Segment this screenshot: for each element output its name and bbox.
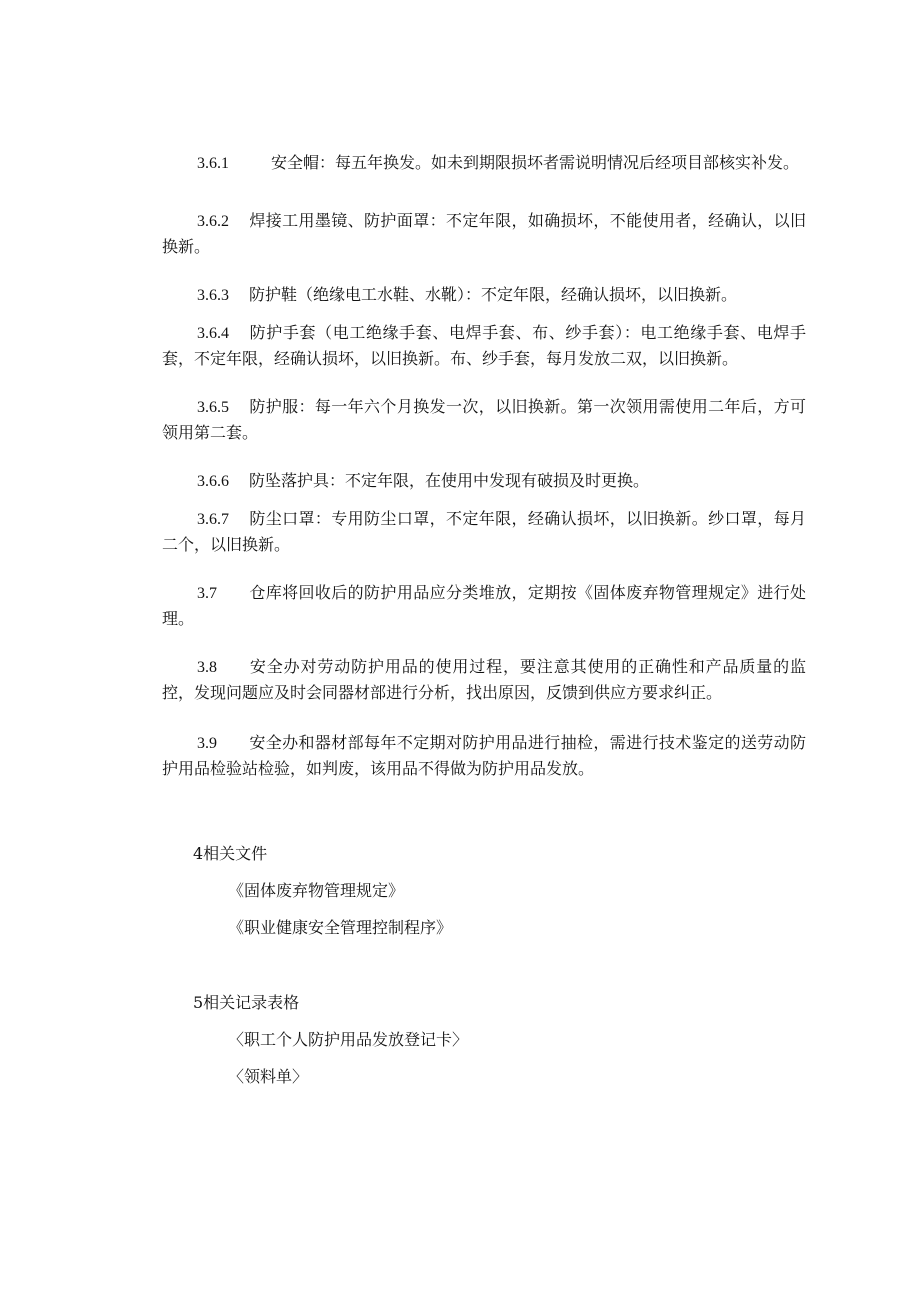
clause-3-6-2 bbox=[162, 208, 806, 259]
related-document-item: 《职业健康安全管理控制程序》 bbox=[228, 918, 453, 937]
clause-text: 防尘口罩：专用防尘口罩，不定年限，经确认损坏，以旧换新。纱口罩，每月二个，以旧换新。 bbox=[162, 509, 806, 554]
clause-number: 3.6.5 bbox=[197, 399, 229, 416]
clause-3-6-6 bbox=[162, 468, 806, 494]
clause-text: 防坠落护具：不定年限，在使用中发现有破损及时更换。 bbox=[249, 471, 650, 490]
clause-3-6-3 bbox=[162, 282, 806, 308]
clause-number: 3.9 bbox=[197, 735, 217, 752]
clause-3-6-5 bbox=[162, 394, 806, 445]
clause-number: 3.8 bbox=[197, 659, 217, 676]
clause-text: 防护手套（电工绝缘手套、电焊手套、布、纱手套）：电工绝缘手套、电焊手套，不定年限，经确认损坏，以旧换新。布、纱手套，每月发放二双，以旧换新。 bbox=[162, 323, 806, 368]
clause-text: 防护鞋（绝缘电工水鞋、水靴）：不定年限，经确认损坏，以旧换新。 bbox=[249, 285, 738, 304]
clause-number: 3.6.1 bbox=[197, 155, 229, 172]
clause-number: 3.7 bbox=[197, 585, 217, 602]
clause-number: 3.6.6 bbox=[197, 473, 229, 490]
section-4-heading: 4相关文件 bbox=[193, 844, 268, 863]
clause-text: 仓库将回收后的防护用品应分类堆放，定期按《固体废弃物管理规定》进行处理。 bbox=[162, 583, 806, 628]
clause-text: 焊接工用墨镜、防护面罩：不定年限，如确损坏，不能使用者，经确认，以旧换新。 bbox=[162, 211, 806, 256]
clause-3-7 bbox=[162, 580, 806, 631]
related-document-item: 《固体废弃物管理规定》 bbox=[228, 881, 405, 900]
clause-3-6-7 bbox=[162, 506, 806, 557]
clause-number: 3.6.4 bbox=[197, 325, 229, 342]
record-form-item: 〈职工个人防护用品发放登记卡〉 bbox=[228, 1030, 469, 1049]
clause-text: 安全帽：每五年换发。如未到期限损坏者需说明情况后经项目部核实补发。 bbox=[271, 153, 800, 172]
clause-text: 安全办对劳动防护用品的使用过程，要注意其使用的正确性和产品质量的监控，发现问题应及时会同器材部进行分析，找出原因，反馈到供应方要求纠正。 bbox=[162, 657, 806, 702]
clause-number: 3.6.3 bbox=[197, 287, 229, 304]
clause-3-9 bbox=[162, 730, 806, 781]
clause-text: 安全办和器材部每年不定期对防护用品进行抽检，需进行技术鉴定的送劳动防护用品检验站检验，如判废，该用品不得做为防护用品发放。 bbox=[162, 733, 806, 778]
clause-number: 3.6.2 bbox=[197, 213, 229, 230]
clause-text: 防护服：每一年六个月换发一次，以旧换新。第一次领用需使用二年后，方可领用第二套。 bbox=[162, 397, 806, 442]
clause-3-6-4 bbox=[162, 320, 806, 371]
section-5-heading: 5相关记录表格 bbox=[193, 993, 300, 1012]
clause-number: 3.6.7 bbox=[197, 511, 229, 528]
clause-3-6-1 bbox=[162, 150, 806, 176]
record-form-item: 〈领料单〉 bbox=[228, 1067, 309, 1086]
clause-3-8 bbox=[162, 654, 806, 705]
